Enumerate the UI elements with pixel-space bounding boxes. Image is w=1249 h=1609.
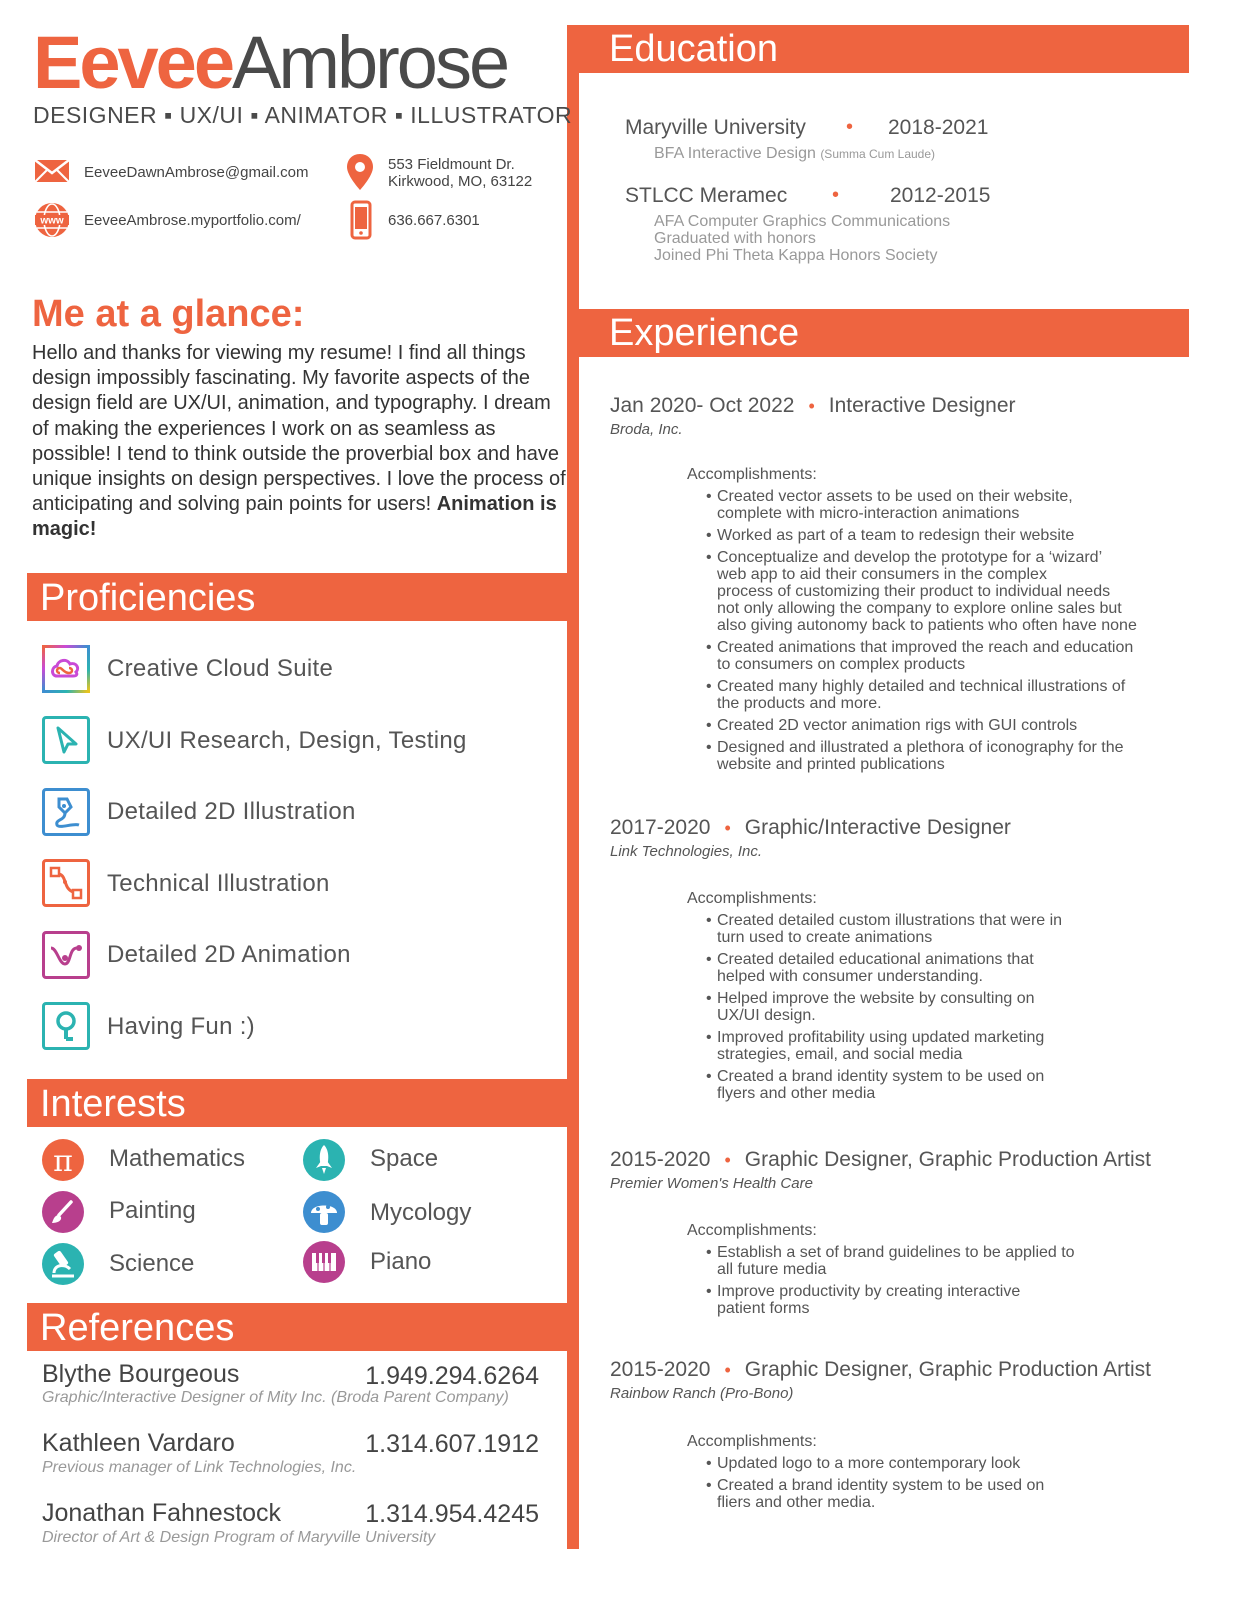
phone-number[interactable]: 636.667.6301	[388, 212, 480, 229]
paintbrush-icon	[42, 1191, 84, 1233]
accomplishments-list	[707, 488, 1137, 778]
interest-label: Mycology	[370, 1199, 472, 1226]
education-separator: •	[846, 116, 854, 138]
accomplishment-item	[707, 549, 1137, 634]
proficiency-label: Detailed 2D Illustration	[107, 798, 356, 825]
interest-label: Science	[109, 1250, 195, 1277]
accomplishment-line: • Created a brand identity system to be used on	[717, 1068, 1045, 1085]
education-years: 2012-2015	[890, 184, 991, 207]
glance-bold: Animation is magic!	[32, 493, 557, 541]
education-school: Maryville University	[625, 116, 806, 139]
education-school: STLCC Meramec	[625, 184, 788, 207]
job-title: Interactive Designer	[828, 394, 1016, 417]
proficiency-label: Having Fun :)	[107, 1013, 255, 1040]
accomplishment-item	[707, 527, 1137, 544]
glance-title: Me at a glance:	[32, 293, 305, 335]
accomplishment-line: • Created detailed custom illustrations that were in	[717, 912, 1063, 929]
proficiencies-title: Proficiencies	[40, 577, 256, 619]
accomplishment-line: all future media	[717, 1261, 827, 1278]
proficiency-label: Creative Cloud Suite	[107, 655, 334, 682]
reference-name: Jonathan Fahnestock	[42, 1499, 282, 1527]
reference-phone: 1.314.954.4245	[365, 1500, 539, 1528]
accomplishment-line: • Establish a set of brand guidelines to be applied to	[717, 1244, 1075, 1261]
piano-icon	[303, 1241, 345, 1283]
accomplishments-list	[707, 1244, 1075, 1322]
tagline: DESIGNER ▪ UX/UI ▪ ANIMATOR ▪ ILLUSTRATOR	[33, 102, 573, 128]
accomplishment-item	[707, 639, 1137, 673]
accomplishment-item	[707, 717, 1137, 734]
pi-icon	[42, 1139, 84, 1181]
job-separator: •	[724, 1150, 731, 1170]
cursor-icon	[42, 716, 90, 764]
address-line2: Kirkwood, MO, 63122	[388, 173, 533, 190]
accomplishments-label: Accomplishments:	[687, 1222, 817, 1239]
accomplishment-line: also giving autonomy back to patients who often have none	[717, 617, 1137, 634]
magnifier-icon	[42, 1002, 90, 1050]
microscope-icon	[42, 1243, 84, 1285]
accomplishment-line: • Created vector assets to be used on their website,	[717, 488, 1073, 505]
accomplishment-line: • Designed and illustrated a plethora of iconography for the	[717, 739, 1124, 756]
accomplishments-label: Accomplishments:	[687, 1433, 817, 1450]
reference-phone: 1.314.607.1912	[365, 1430, 539, 1458]
full-name	[33, 21, 508, 104]
reference-role: Previous manager of Link Technologies, Inc.	[42, 1459, 357, 1476]
glance-body	[32, 341, 567, 543]
reference-name: Blythe Bourgeous	[42, 1360, 240, 1388]
interest-label: Painting	[109, 1197, 196, 1224]
accomplishment-line: the products and more.	[717, 695, 882, 712]
accomplishment-item	[707, 739, 1137, 773]
accomplishment-item	[707, 912, 1062, 946]
accomplishment-line: turn used to create animations	[717, 929, 933, 946]
job-title: Graphic Designer, Graphic Production Artist	[744, 1148, 1151, 1171]
motion-path-icon	[42, 931, 90, 979]
accomplishment-line: not only allowing the company to explore online sales but	[717, 600, 1122, 617]
job-header	[610, 1148, 1151, 1172]
job-title: Graphic Designer, Graphic Production Artist	[744, 1358, 1151, 1381]
job-dates: 2015-2020	[610, 1358, 711, 1381]
job-separator: •	[808, 396, 815, 416]
job-title: Graphic/Interactive Designer	[744, 816, 1011, 839]
email-icon	[34, 157, 70, 185]
job-company: Rainbow Ranch (Pro-Bono)	[610, 1385, 794, 1402]
glance-text: Hello and thanks for viewing my resume! I find all things design impossibly fascinating. My favorite aspects of the design field are UX/UI, animation, and typography. I dream of making the experiences I work on as seamless as possible! I tend to think outside the proverbial box and have unique insights on design perspectives. I love the process of anticipating and solving pain points for users!	[32, 342, 566, 516]
education-detail: Graduated with honors	[654, 230, 816, 247]
proficiency-label: Technical Illustration	[107, 870, 330, 897]
interest-label: Piano	[370, 1248, 432, 1275]
accomplishment-item	[707, 1455, 1044, 1472]
creative-cloud-icon	[42, 645, 90, 693]
accomplishments-list	[707, 1455, 1044, 1516]
job-separator: •	[724, 1360, 731, 1380]
first-name: Eevee	[33, 21, 232, 104]
job-header	[610, 394, 1016, 418]
accomplishments-list	[707, 912, 1062, 1107]
accomplishment-item	[707, 678, 1137, 712]
accomplishment-line: web app to aid their consumers in the complex	[717, 566, 1047, 583]
accomplishment-line: • Created a brand identity system to be used on	[717, 1477, 1045, 1494]
reference-name: Kathleen Vardaro	[42, 1429, 235, 1457]
pen-tool-icon	[42, 788, 90, 836]
location-pin-icon	[346, 153, 374, 191]
job-header	[610, 1358, 1151, 1382]
education-degree: BFA Interactive Design	[654, 145, 816, 162]
accomplishment-line: patient forms	[717, 1300, 810, 1317]
accomplishment-line: website and printed publications	[717, 756, 945, 773]
education-detail: AFA Computer Graphics Communications	[654, 213, 951, 230]
bezier-path-icon	[42, 859, 90, 907]
reference-role: Director of Art & Design Program of Maryville University	[42, 1529, 436, 1546]
accomplishments-label: Accomplishments:	[687, 890, 817, 907]
address-line1: 553 Fieldmount Dr.	[388, 156, 515, 173]
accomplishment-line: fliers and other media.	[717, 1494, 876, 1511]
education-years: 2018-2021	[888, 116, 989, 139]
pi-glyph: π	[53, 1144, 73, 1179]
job-company: Link Technologies, Inc.	[610, 843, 763, 860]
accomplishment-line: • Improved profitability using updated marketing	[717, 1029, 1045, 1046]
accomplishment-item	[707, 488, 1137, 522]
education-separator: •	[832, 184, 840, 206]
accomplishment-line: • Conceptualize and develop the prototype for a ‘wizard’	[717, 549, 1103, 566]
accomplishment-item	[707, 951, 1062, 985]
education-detail: Joined Phi Theta Kappa Honors Society	[654, 247, 938, 264]
job-dates: 2017-2020	[610, 816, 711, 839]
accomplishment-line: strategies, email, and social media	[717, 1046, 963, 1063]
accomplishments-label: Accomplishments:	[687, 466, 817, 483]
accomplishment-line: to consumers on complex products	[717, 656, 966, 673]
globe-icon	[34, 202, 70, 238]
job-header	[610, 816, 1011, 840]
accomplishment-line: • Created detailed educational animations that	[717, 951, 1034, 968]
accomplishment-item	[707, 1244, 1075, 1278]
references-title: References	[40, 1307, 235, 1349]
education-note: (Summa Cum Laude)	[820, 147, 936, 161]
accomplishment-line: • Updated logo to a more contemporary look	[717, 1455, 1021, 1472]
accomplishment-line: UX/UI design.	[717, 1007, 816, 1024]
job-company: Broda, Inc.	[610, 421, 683, 438]
interest-label: Mathematics	[109, 1145, 246, 1172]
phone-icon	[350, 200, 372, 240]
accomplishment-line: • Created animations that improved the reach and education	[717, 639, 1134, 656]
accomplishment-line: helped with consumer understanding.	[717, 968, 983, 985]
job-dates: 2015-2020	[610, 1148, 711, 1171]
accomplishment-line: • Worked as part of a team to redesign their website	[717, 527, 1075, 544]
interest-label: Space	[370, 1145, 439, 1172]
job-dates: Jan 2020- Oct 2022	[610, 394, 795, 417]
accomplishment-item	[707, 1068, 1062, 1102]
accomplishment-line: • Helped improve the website by consulting on	[717, 990, 1035, 1007]
proficiency-label: UX/UI Research, Design, Testing	[107, 727, 467, 754]
rocket-icon	[303, 1139, 345, 1181]
accomplishment-line: • Created 2D vector animation rigs with GUI controls	[717, 717, 1078, 734]
accomplishment-line: • Improve productivity by creating interactive	[717, 1283, 1021, 1300]
accomplishment-item	[707, 1029, 1062, 1063]
mushroom-icon	[303, 1191, 345, 1233]
accomplishment-line: complete with micro-interaction animations	[717, 505, 1020, 522]
reference-phone: 1.949.294.6264	[365, 1362, 539, 1390]
accomplishment-item	[707, 1283, 1075, 1317]
proficiency-label: Detailed 2D Animation	[107, 941, 351, 968]
accomplishment-item	[707, 1477, 1044, 1511]
email-link[interactable]: EeveeDawnAmbrose@gmail.com	[84, 164, 309, 181]
experience-title: Experience	[609, 312, 800, 354]
education-title: Education	[609, 28, 779, 70]
website-link[interactable]: EeveeAmbrose.myportfolio.com/	[84, 212, 301, 229]
accomplishment-line: • Created many highly detailed and technical illustrations of	[717, 678, 1126, 695]
reference-role: Graphic/Interactive Designer of Mity Inc. (Broda Parent Company)	[42, 1389, 509, 1406]
job-company: Premier Women's Health Care	[610, 1175, 813, 1192]
accomplishment-line: flyers and other media	[717, 1085, 876, 1102]
accomplishment-item	[707, 990, 1062, 1024]
www-label: www	[40, 215, 64, 227]
job-separator: •	[724, 818, 731, 838]
interests-title: Interests	[40, 1083, 186, 1125]
last-name: Ambrose	[231, 21, 508, 104]
accomplishment-line: process of customizing their product to individual needs	[717, 583, 1111, 600]
education-detail	[654, 145, 935, 163]
